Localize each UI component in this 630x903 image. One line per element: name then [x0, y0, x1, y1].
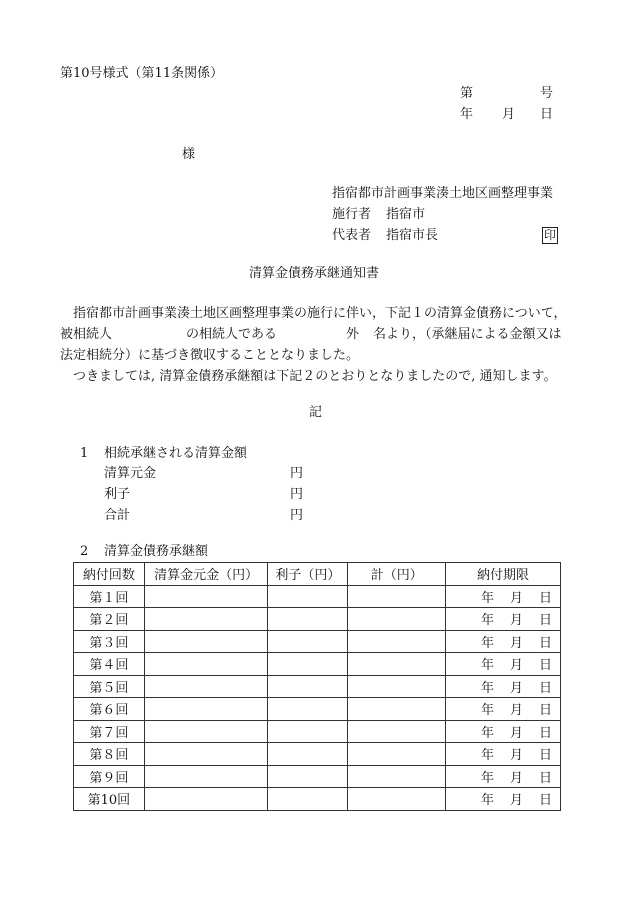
due-date-cell — [446, 608, 561, 631]
installment-label: 第７回 — [74, 720, 145, 743]
due-month: 月 — [509, 703, 523, 719]
due-day: 日 — [538, 748, 552, 764]
due-date-cell — [446, 765, 561, 788]
principal-cell — [144, 788, 268, 811]
principal-cell — [144, 608, 268, 631]
total-cell — [348, 720, 446, 743]
issuer-executor: 指宿市 — [386, 207, 426, 222]
due-date-cell — [446, 630, 561, 653]
header-installment: 納付回数 — [74, 563, 145, 586]
due-year: 年 — [480, 680, 494, 696]
body-line-2a: 被相続人 — [60, 327, 113, 342]
issuer-rep-label: 代表者 — [332, 228, 372, 243]
issuer-executor-label: 施行者 — [332, 207, 372, 222]
table-row — [74, 765, 561, 788]
body-line-2c: 外 — [346, 327, 360, 342]
interest-cell — [268, 788, 348, 811]
table-row — [74, 698, 561, 721]
due-month: 月 — [509, 680, 523, 696]
installment-label: 第２回 — [74, 608, 145, 631]
due-month: 月 — [509, 613, 523, 629]
due-month: 月 — [509, 635, 523, 651]
total-cell — [348, 743, 446, 766]
header-total: 計（円） — [348, 563, 446, 586]
due-day: 日 — [538, 770, 552, 786]
doc-date-day: 日 — [540, 107, 554, 122]
table-row — [74, 630, 561, 653]
due-day: 日 — [538, 658, 552, 674]
header-interest: 利子（円） — [268, 563, 348, 586]
due-year: 年 — [480, 590, 494, 606]
doc-date-year: 年 — [460, 107, 474, 122]
due-day: 日 — [538, 635, 552, 651]
section1-total-label: 合計 — [104, 508, 131, 523]
due-year: 年 — [480, 658, 494, 674]
total-cell — [348, 765, 446, 788]
principal-cell — [144, 585, 268, 608]
principal-cell — [144, 720, 268, 743]
total-cell — [348, 585, 446, 608]
header-principal: 清算金元金（円） — [144, 563, 268, 586]
due-date-cell — [446, 720, 561, 743]
total-cell — [348, 630, 446, 653]
body-line-1: 指宿都市計画事業湊土地区画整理事業の施行に伴い，下記１の清算金債務について， — [73, 306, 567, 321]
interest-cell — [268, 585, 348, 608]
header-due-date: 納付期限 — [446, 563, 561, 586]
due-year: 年 — [480, 748, 494, 764]
doc-date-month: 月 — [502, 107, 516, 122]
issuer-rep: 指宿市長 — [386, 228, 439, 243]
seal-mark: 印 — [544, 228, 557, 242]
due-date-cell — [446, 653, 561, 676]
schedule-header-row — [74, 563, 561, 586]
section1-principal-label: 清算元金 — [104, 466, 157, 481]
table-row — [74, 608, 561, 631]
due-month: 月 — [509, 793, 523, 809]
doc-number-go: 号 — [540, 86, 554, 101]
due-day: 日 — [538, 613, 552, 629]
table-row — [74, 675, 561, 698]
due-date-cell — [446, 585, 561, 608]
interest-cell — [268, 608, 348, 631]
due-year: 年 — [480, 703, 494, 719]
interest-cell — [268, 675, 348, 698]
due-month: 月 — [509, 590, 523, 606]
due-day: 日 — [538, 680, 552, 696]
installment-label: 第３回 — [74, 630, 145, 653]
section2-heading: 清算金債務承継額 — [104, 544, 209, 559]
principal-cell — [144, 698, 268, 721]
due-date-cell — [446, 675, 561, 698]
due-date-cell — [446, 788, 561, 811]
installment-label: 第１回 — [74, 585, 145, 608]
interest-cell — [268, 743, 348, 766]
seal-box — [542, 227, 558, 244]
table-row — [74, 720, 561, 743]
section1-principal-unit: 円 — [290, 466, 304, 481]
installment-label: 第５回 — [74, 675, 145, 698]
due-month: 月 — [509, 658, 523, 674]
table-row — [74, 743, 561, 766]
principal-cell — [144, 743, 268, 766]
section1-heading: 相続承継される清算金額 — [104, 446, 248, 461]
schedule-table — [73, 562, 561, 811]
total-cell — [348, 698, 446, 721]
due-day: 日 — [538, 590, 552, 606]
installment-label: 第９回 — [74, 765, 145, 788]
form-number: 第10号様式（第11条関係） — [60, 66, 224, 81]
principal-cell — [144, 653, 268, 676]
document-title: 清算金債務承継通知書 — [249, 266, 380, 281]
due-year: 年 — [480, 635, 494, 651]
addressee-suffix: 様 — [182, 147, 196, 162]
due-year: 年 — [480, 725, 494, 741]
installment-label: 第８回 — [74, 743, 145, 766]
section2-number: 2 — [80, 544, 89, 559]
due-day: 日 — [538, 725, 552, 741]
installment-label: 第６回 — [74, 698, 145, 721]
total-cell — [348, 608, 446, 631]
table-row — [74, 653, 561, 676]
due-month: 月 — [509, 725, 523, 741]
ki-heading: 記 — [309, 405, 323, 420]
total-cell — [348, 675, 446, 698]
principal-cell — [144, 675, 268, 698]
interest-cell — [268, 765, 348, 788]
due-month: 月 — [509, 770, 523, 786]
due-year: 年 — [480, 770, 494, 786]
section1-interest-unit: 円 — [290, 487, 304, 502]
issuer-project: 指宿都市計画事業湊土地区画整理事業 — [332, 186, 554, 201]
table-row — [74, 788, 561, 811]
doc-number-dai: 第 — [460, 86, 474, 101]
principal-cell — [144, 765, 268, 788]
installment-label: 第４回 — [74, 653, 145, 676]
body-line-3: 法定相続分）に基づき徴収することとなりました。 — [60, 348, 360, 363]
due-date-cell — [446, 743, 561, 766]
installment-label: 第10回 — [74, 788, 145, 811]
body-line-4: つきましては, 清算金債務承継額は下記２のとおりとなりましたので, 通知します。 — [73, 369, 557, 384]
section1-total-unit: 円 — [290, 508, 304, 523]
interest-cell — [268, 698, 348, 721]
section1-interest-label: 利子 — [104, 487, 131, 502]
section1-number: 1 — [80, 446, 89, 461]
total-cell — [348, 653, 446, 676]
due-year: 年 — [480, 613, 494, 629]
body-line-2b: の相続人である — [186, 327, 278, 342]
table-row — [74, 585, 561, 608]
due-month: 月 — [509, 748, 523, 764]
interest-cell — [268, 720, 348, 743]
due-date-cell — [446, 698, 561, 721]
due-day: 日 — [538, 793, 552, 809]
principal-cell — [144, 630, 268, 653]
due-day: 日 — [538, 703, 552, 719]
body-line-2d: 名より，（承継届による金額又は — [373, 327, 562, 342]
due-year: 年 — [480, 793, 494, 809]
interest-cell — [268, 653, 348, 676]
interest-cell — [268, 630, 348, 653]
total-cell — [348, 788, 446, 811]
